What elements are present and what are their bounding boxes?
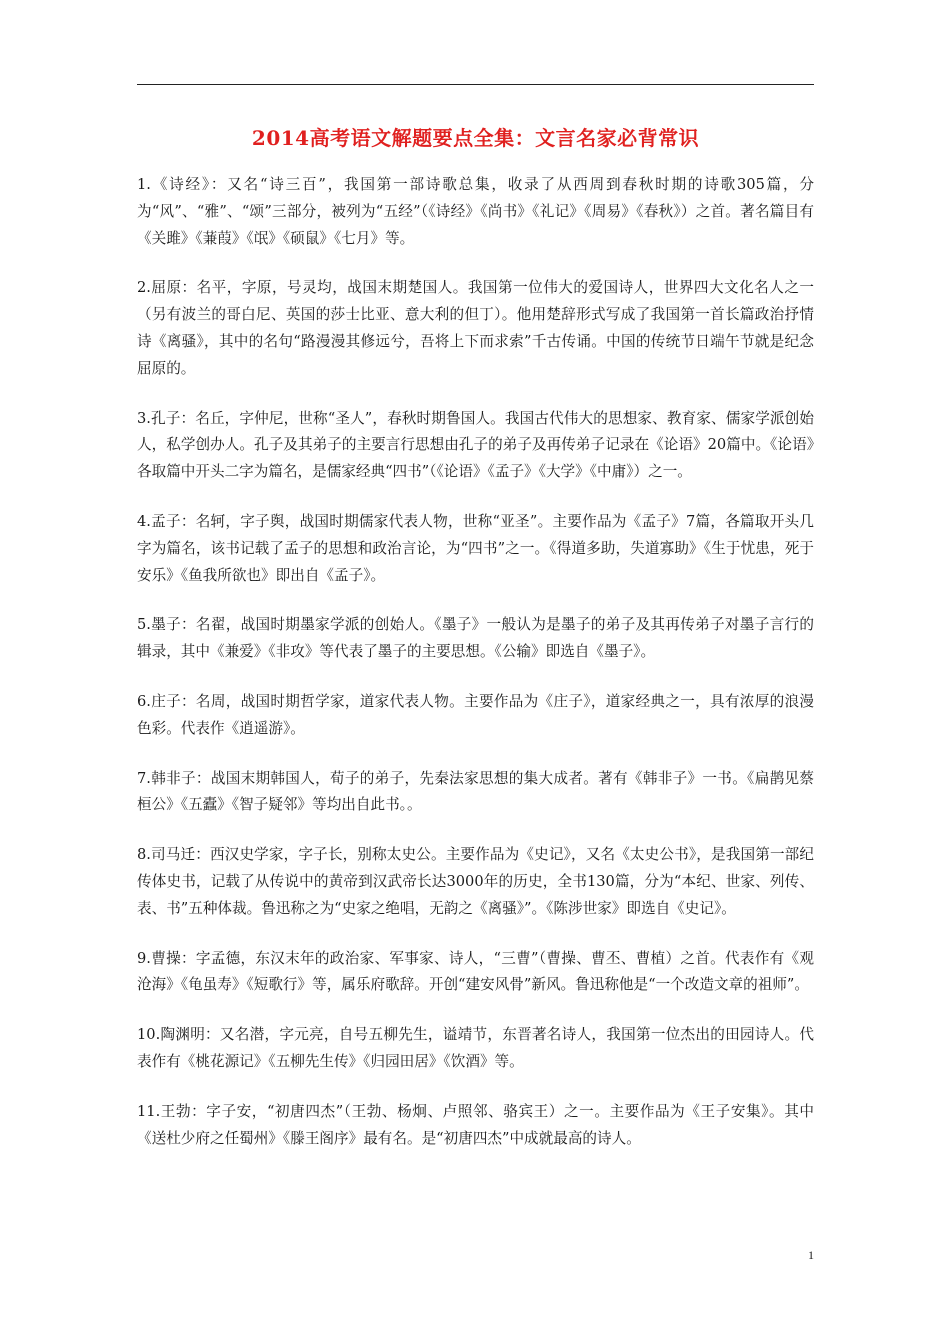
header-rule	[137, 84, 814, 85]
page-number: 1	[808, 1248, 814, 1262]
paragraph-wangbo: 11.王勃：字子安，“初唐四杰”（王勃、杨炯、卢照邻、骆宾王）之一。主要作品为《王子安集》。其中《送杜少府之任蜀州》《滕王阁序》最有名。是“初唐四杰”中成就最高的诗人。	[137, 1102, 814, 1147]
paragraph-mozi: 5.墨子：名翟，战国时期墨家学派的创始人。《墨子》一般认为是墨子的弟子及其再传弟子对墨子言行的辑录，其中《兼爱》《非攻》等代表了墨子的主要思想。《公输》即选自《墨子》。	[137, 616, 814, 661]
paragraph-hanfeizi: 7.韩非子：战国末期韩国人，荀子的弟子，先秦法家思想的集大成者。著有《韩非子》一书。《扁鹊见蔡桓公》《五蠹》《智子疑邻》等均出自此书。。	[137, 769, 814, 814]
paragraph-shijing: 1.《诗经》：又名“诗三百”，我国第一部诗歌总集，收录了从西周到春秋时期的诗歌305篇，分为“风”、“雅”、“颂”三部分，被列为“五经”（《诗经》《尚书》《礼记》《周易》《春秋》）之首。著名篇目有《关雎》《蒹葭》《氓》《硕鼠》《七月》等。	[137, 176, 814, 247]
paragraph-mengzi: 4.孟子：名轲，字子舆，战国时期儒家代表人物，世称“亚圣”。主要作品为《孟子》7篇，各篇取开头几字为篇名，该书记载了孟子的思想和政治言论，为“四书”之一。《得道多助，失道寡助》《生于忧患，死于安乐》《鱼我所欲也》即出自《孟子》。	[137, 512, 814, 584]
paragraph-quyuan: 2.屈原：名平，字原，号灵均，战国末期楚国人。我国第一位伟大的爱国诗人，世界四大文化名人之一（另有波兰的哥白尼、英国的莎士比亚、意大利的但丁）。他用楚辞形式写成了我国第一首长篇政治抒情诗《离骚》，其中的名句“路漫漫其修远兮，吾将上下而求索”千古传诵。中国的传统节日端午节就是纪念屈原的。	[137, 279, 814, 377]
paragraph-taoyuanming: 10.陶渊明：又名潜，字元亮，自号五柳先生，谥靖节，东晋著名诗人，我国第一位杰出的田园诗人。代表作有《桃花源记》《五柳先生传》《归园田居》《饮酒》等。	[137, 1026, 814, 1070]
document-title: 2014高考语文解题要点全集：文言名家必背常识	[251, 126, 700, 150]
paragraph-simaqian: 8.司马迁：西汉史学家，字子长，别称太史公。主要作品为《史记》，又名《太史公书》，是我国第一部纪传体史书，记载了从传说中的黄帝到汉武帝长达3000年的历史，全书130篇，分为“本纪、世家、列传、表、书”五种体裁。鲁迅称之为“史家之绝唱，无韵之《离骚》”。《陈涉世家》即选自《史记》。	[137, 846, 814, 917]
paragraph-kongzi: 3.孔子：名丘，字仲尼，世称“圣人”，春秋时期鲁国人。我国古代伟大的思想家、教育家、儒家学派创始人，私学创办人。孔子及其弟子的主要言行思想由孔子的弟子及再传弟子记录在《论语》20篇中。《论语》各取篇中开头二字为篇名，是儒家经典“四书”（《论语》《孟子》《大学》《中庸》）之一。	[137, 409, 814, 481]
document-body	[137, 172, 814, 1175]
paragraph-caocao: 9.曹操：字孟德，东汉末年的政治家、军事家、诗人，“三曹”（曹操、曹丕、曹植）之首。代表作有《观沧海》《龟虽寿》《短歌行》等，属乐府歌辞。开创“建安风骨”新风。鲁迅称他是“一个改造文章的祖师”。	[137, 949, 814, 994]
paragraph-zhuangzi: 6.庄子：名周，战国时期哲学家，道家代表人物。主要作品为《庄子》，道家经典之一，具有浓厚的浪漫色彩。代表作《逍遥游》。	[137, 692, 814, 737]
